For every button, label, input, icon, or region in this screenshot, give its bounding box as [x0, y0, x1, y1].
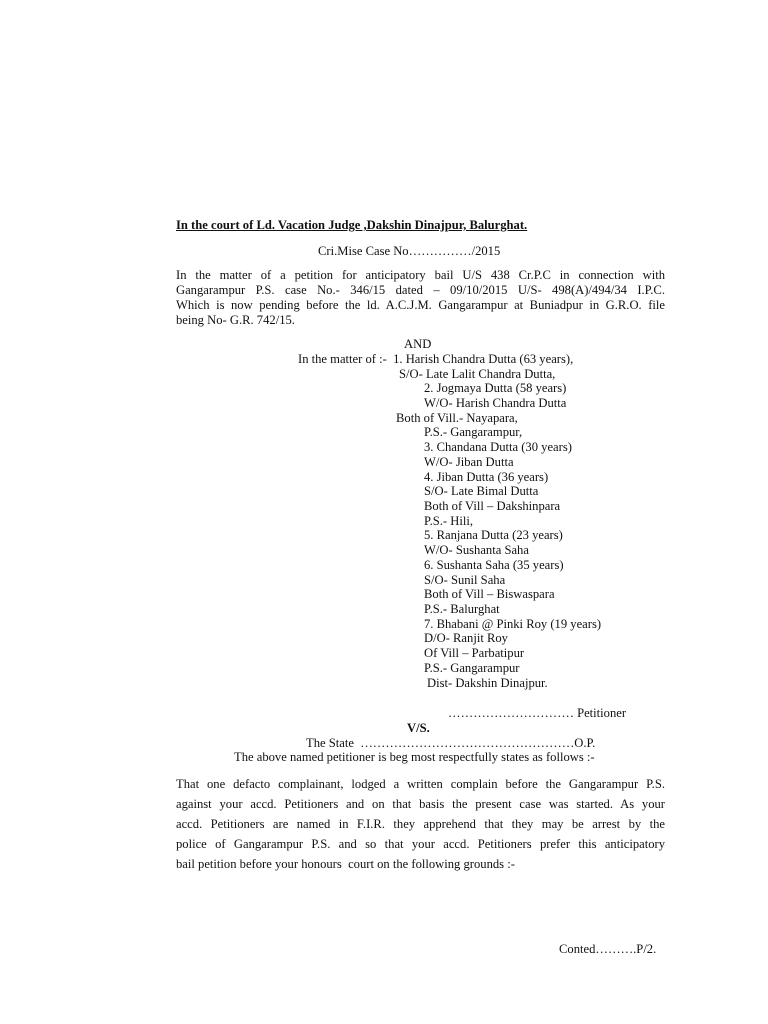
case-number: Cri.Mise Case No……………/2015 — [318, 244, 501, 258]
court-heading: In the court of Ld. Vacation Judge ,Dakshin Dinajpur, Balurghat. — [176, 218, 528, 232]
respectfully-line: The above named petitioner is beg most respectfully states as follows :- — [234, 750, 595, 764]
state-line: The State ……………………………………………O.P. — [306, 736, 596, 750]
continued-note: Conted……….P/2. — [559, 942, 657, 956]
petitioner-line: ………………………… Petitioner — [448, 706, 627, 720]
versus-label: V/S. — [407, 721, 430, 735]
and-label: AND — [404, 337, 432, 351]
document-page: In the court of Ld. Vacation Judge ,Dakshin Dinajpur, Balurghat. Cri.Mise Case No……………/2015 In the matter of a petition for anticipatory bail U/S 438 Cr.P.C in connection with Gangarampur P.S. case No.- 346/15 dated – 09/10/2015 U/S- 498(A)/494/34 I.P.C. Which is now pending before the ld. A.C.J.M. Gangarampur at Buniadpur in G.R.O. file being No- G.R. 742/15. AND In the matter of :- 1. Harish Chandra Dutta (63 years), S/O- Late Lalit Chandra Dutta, 2. Jogmaya Dutta (58 years) W/O- Harish Chandra Dutta Both of Vill.- Nayapara, P.S.- Gangarampur, 3. Chandana Dutta (30 years) W/O- Jiban Dutta 4. Jiban Dutta (36 years) S/O- Late Bimal Dutta Both of Vill – Dakshinpara P.S.- Hili, 5. Ranjana Dutta (23 years) W/O- Sushanta Saha 6. Sushanta Saha (35 years) S/O- Sunil Saha Both of Vill – Biswaspara P.S.- Balurghat 7. Bhabani @ Pinki Roy (19 years) D/O- Ranjit Roy Of Vill – Parbatipur P.S.- Gangarampur Dist- Dakshin Dinajpur. ………………………… Petitioner V/S. The State ……………………………………………O.P. The above named petitioner is beg most respectfully states as follows :- That one defacto complainant, lodged a written complain before the Gangarampur P.S. against your accd. Petitioners and on that basis the present case was started. As your accd. Petitioners are named in F.I.R. they apprehend that they may be arrest by the police of Gangarampur P.S. and so that your accd. Petitioners prefer this anticipatory bail petition before your honours court on the following grounds :- Conted……….P/2. — [176, 218, 665, 956]
